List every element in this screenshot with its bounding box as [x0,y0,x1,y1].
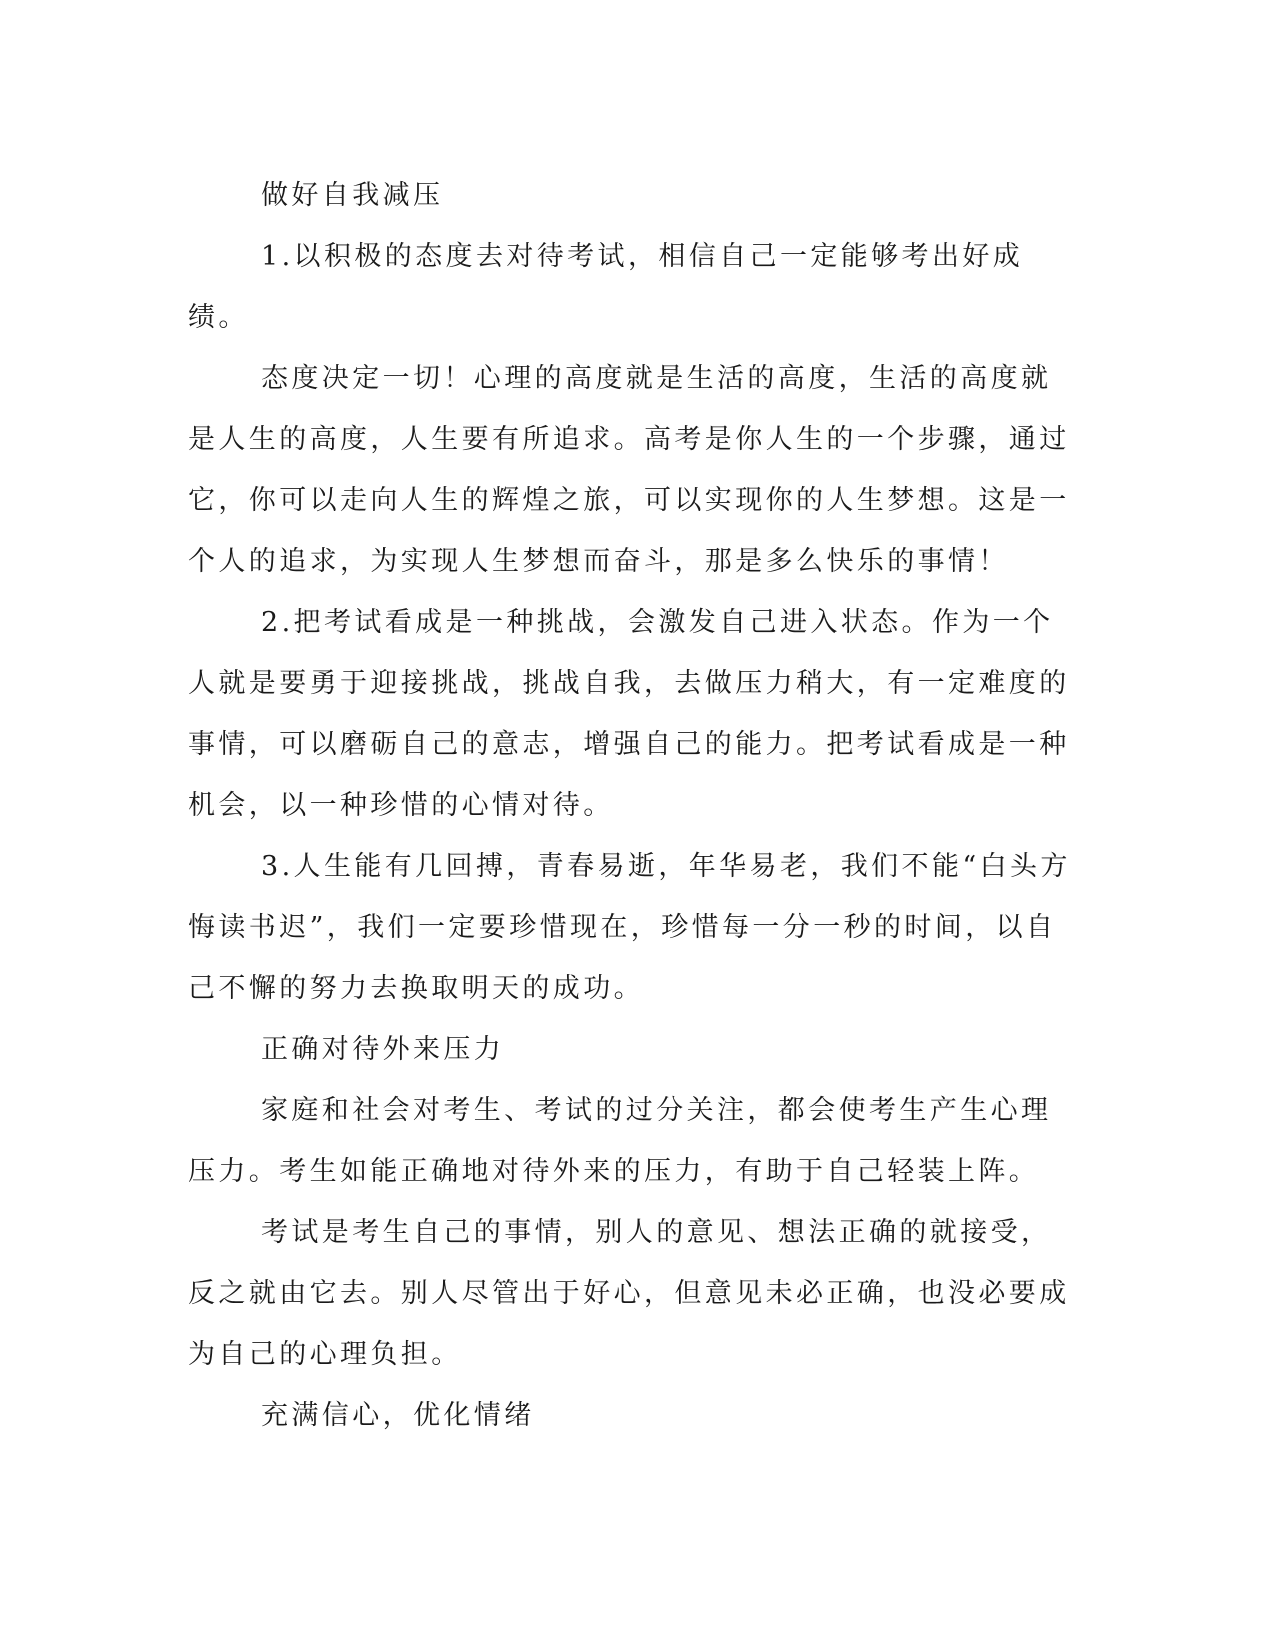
document-body [188,165,1073,1446]
paragraph-own-matter: 考试是考生自己的事情，别人的意见、想法正确的就接受，反之就由它去。别人尽管出于好心，但意见未必正确，也没必要成为自己的心理负担。 [188,1217,1070,1370]
paragraph-attitude: 态度决定一切！心理的高度就是生活的高度，生活的高度就是人生的高度，人生要有所追求。高考是你人生的一个步骤，通过它，你可以走向人生的辉煌之旅，可以实现你的人生梦想。这是一个人的追求，为实现人生梦想而奋斗，那是多么快乐的事情！ [188,363,1070,577]
section-heading-confidence: 充满信心，优化情绪 [261,1400,535,1431]
section-heading-self-relief: 做好自我减压 [261,180,444,211]
section-heading-external-pressure: 正确对待外来压力 [261,1034,505,1065]
paragraph-point-3: 3.人生能有几回搏，青春易逝，年华易老，我们不能“白头方悔读书迟”，我们一定要珍惜现在，珍惜每一分一秒的时间，以自己不懈的努力去换取明天的成功。 [188,851,1071,1004]
paragraph-family-society: 家庭和社会对考生、考试的过分关注，都会使考生产生心理压力。考生如能正确地对待外来的压力，有助于自己轻装上阵。 [188,1095,1052,1187]
paragraph-point-2: 2.把考试看成是一种挑战，会激发自己进入状态。作为一个人就是要勇于迎接挑战，挑战自我，去做压力稍大，有一定难度的事情，可以磨砺自己的意志，增强自己的能力。把考试看成是一种机会，以一种珍惜的心情对待。 [188,607,1070,821]
paragraph-point-1: 1.以积极的态度去对待考试，相信自己一定能够考出好成绩。 [188,241,1024,333]
